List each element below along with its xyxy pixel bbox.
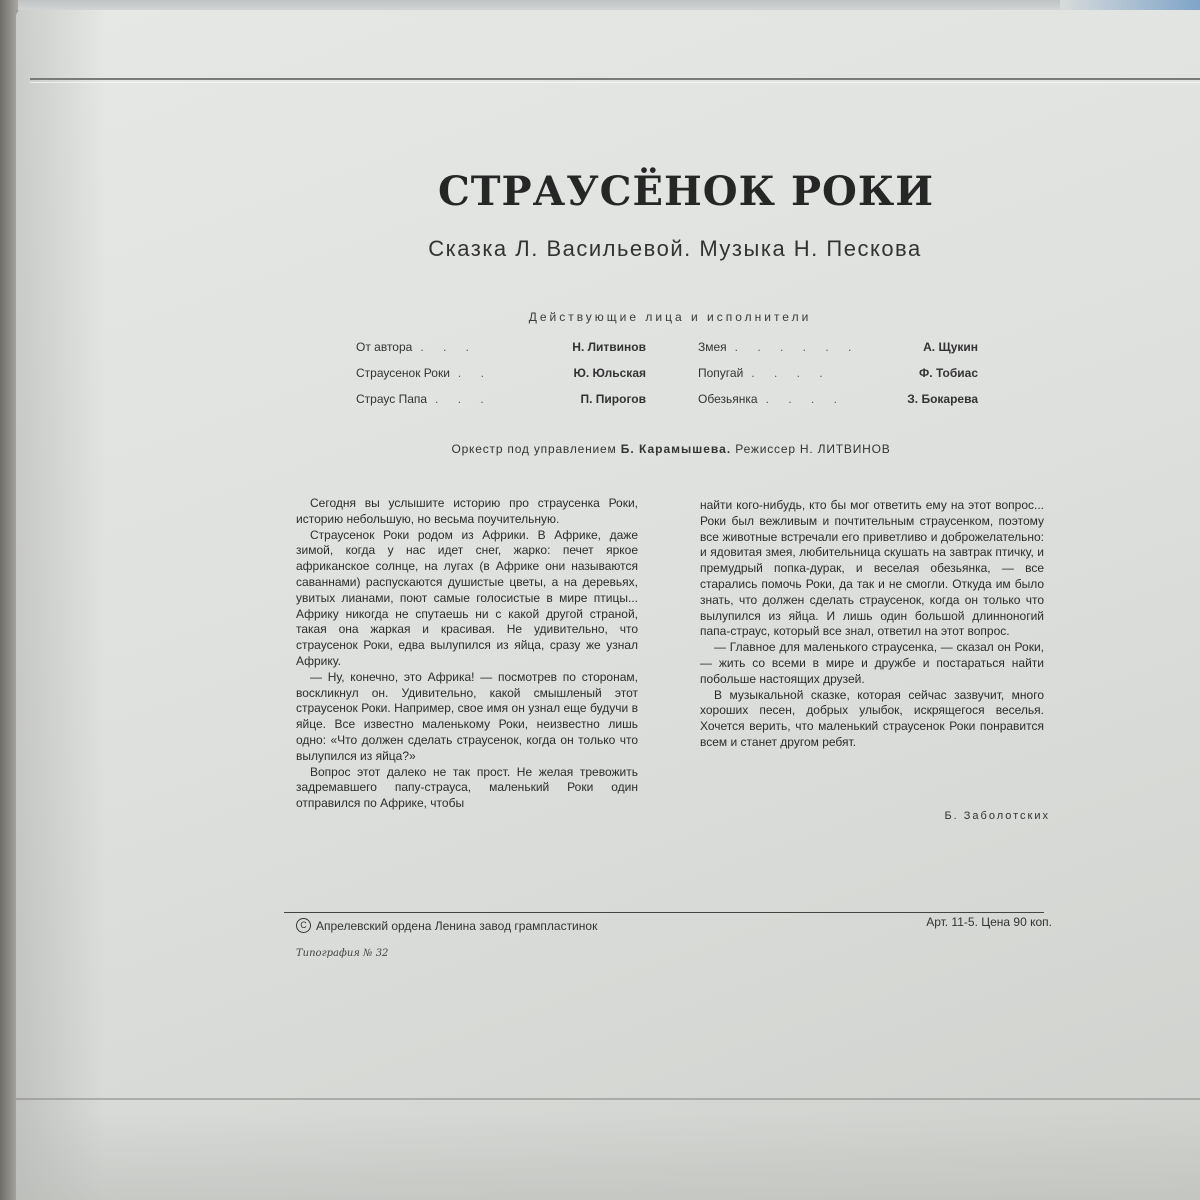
orchestra-credits: [356, 442, 986, 456]
orchestra-prefix: Оркестр под управлением: [451, 442, 617, 456]
cast-row: [356, 366, 646, 392]
sleeve-fold-highlight: [30, 82, 1200, 83]
cast-list-left: [356, 340, 646, 418]
cast-role: Страусенок Роки: [356, 366, 450, 380]
article-signature: Б. Заболотских: [944, 810, 1050, 822]
article-column-left: [296, 496, 638, 812]
cast-role: Страус Папа: [356, 392, 428, 406]
cast-row: [356, 340, 646, 366]
article-paragraph: Вопрос этот далеко не так прост. Не желая тревожить задремавшего папу-страуса, маленький Роки один отправился по Африке, чтобы: [296, 764, 638, 811]
sleeve-wear: [16, 1110, 1200, 1200]
cast-leader-dots: . . . .: [751, 366, 831, 380]
article-column-right: [700, 498, 1044, 751]
cast-row: [698, 340, 978, 366]
cast-row: [698, 392, 978, 418]
sleeve-fold-line: [30, 78, 1200, 80]
article-paragraph: Страусенок Роки родом из Африки. В Африке, даже зимой, когда у нас идет снег, жарко: печет яркое африканское солнце, на лугах (в Африке они называются саваннами) распускаются душистые цветы, а на деревьях, увитых лианами, поют самые голосистые в мире птицы... Африку никогда не спутаешь ни с какой другой страной, такая она жаркая и красивая. Не удивительно, что страусенок Роки, едва вылупился из яйца, сразу же узнал Африку.: [296, 527, 638, 668]
cast-actor: А. Щукин: [923, 340, 978, 354]
sleeve-shadow: [16, 10, 106, 1200]
footer-typography: Типография № 32: [296, 948, 389, 959]
copyright-icon: С: [296, 918, 311, 933]
cast-role: От автора: [356, 340, 413, 354]
page-subtitle: Сказка Л. Васильевой. Музыка Н. Пескова: [428, 236, 922, 261]
cast-actor: Ю. Юльская: [573, 366, 646, 380]
cast-row: [698, 366, 978, 392]
cast-leader-dots: . .: [457, 366, 492, 380]
cast-actor: Ф. Тобиас: [919, 366, 978, 380]
footer-copyright: [296, 918, 816, 933]
article-paragraph: Сегодня вы услышите историю про страусенка Роки, историю небольшую, но весьма поучительную.: [296, 496, 638, 526]
cast-role: Попугай: [698, 366, 744, 380]
cast-actor: П. Пирогов: [580, 392, 646, 406]
cast-leader-dots: . . . . . .: [734, 340, 860, 354]
cast-leader-dots: . . .: [435, 392, 492, 406]
footer-divider: [284, 912, 1044, 913]
orchestra-director: Режиссер Н. ЛИТВИНОВ: [735, 442, 891, 456]
cast-leader-dots: . . .: [420, 340, 478, 354]
cast-list-right: [698, 340, 978, 418]
article-paragraph: — Ну, конечно, это Африка! — посмотрев по сторонам, воскликнул он. Удивительно, какой смышленый этот страусенок Роки. Например, свое имя он узнал еще будучи в яйце. Все известно маленькому Роки, неизвестно лишь одно: «Что должен сделать страусенок, когда он только что вылупился из яйца?»: [296, 669, 638, 763]
footer-price: Арт. 11-5. Цена 90 коп.: [926, 915, 1052, 929]
cast-actor: Н. Литвинов: [572, 340, 646, 354]
copyright-text: Апрелевский ордена Ленина завод грампластинок: [316, 918, 598, 933]
cast-actor: З. Бокарева: [907, 392, 978, 406]
article-paragraph: — Главное для маленького страусенка, — сказал он Роки, — жить со всеми в мире и дружбе и постараться найти побольше настоящих друзей.: [700, 640, 1044, 686]
cast-role: Змея: [698, 340, 727, 354]
sleeve-crease: [16, 1098, 1200, 1100]
page-title: СТРАУСЁНОК РОКИ: [437, 168, 935, 215]
cast-heading: Действующие лица и исполнители: [528, 310, 812, 324]
cast-role: Обезьянка: [698, 392, 758, 406]
orchestra-conductor: Б. Карамышева.: [620, 442, 732, 456]
cast-leader-dots: . . . .: [765, 392, 845, 406]
article-paragraph: В музыкальной сказке, которая сейчас зазвучит, много хороших песен, добрых улыбок, искрящегося веселья. Хочется верить, что маленький страусенок Роки понравится всем и станет другом ребят.: [700, 687, 1044, 749]
cast-row: [356, 392, 646, 418]
article-paragraph: найти кого-нибудь, кто бы мог ответить ему на этот вопрос... Роки был вежливым и почтительным страусенком, поэтому все животные встречали его приветливо и доброжелательно: и ядовитая змея, любительница скушать на завтрак птичку, и премудрый попка-дурак, и веселая обезьянка, — все старались помочь Роки, да так и не смогли. Откуда им было знать, что должен сделать страусенок, когда он только что вылупился из яйца. И лишь один большой длинноногий папа-страус, который все знал, ответил на этот вопрос.: [700, 498, 1044, 639]
